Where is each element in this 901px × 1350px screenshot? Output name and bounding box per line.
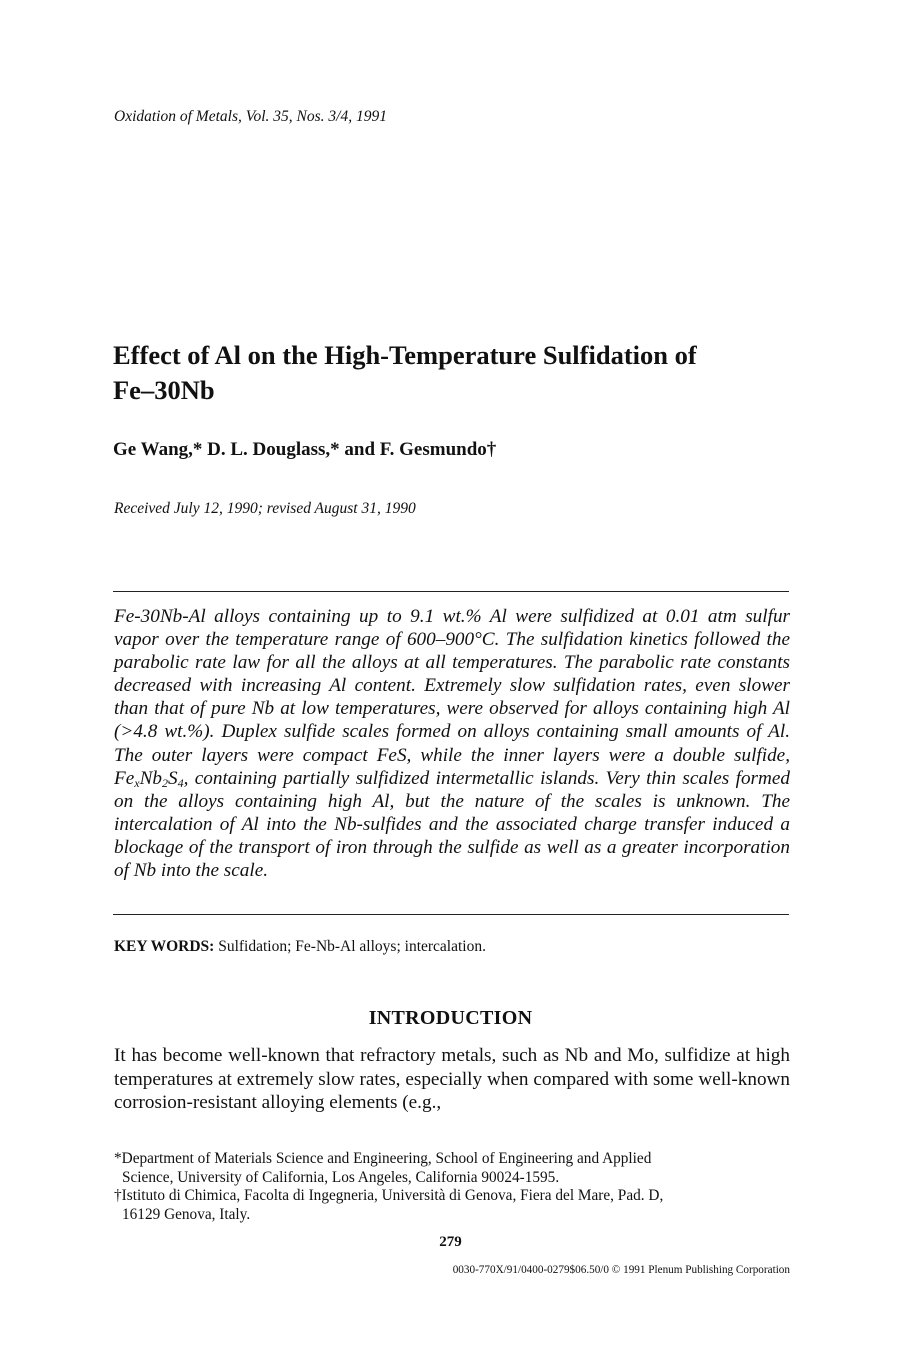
copyright-line: 0030-770X/91/0400-0279$06.50/0 © 1991 Plenum Publishing Corporation [452,1264,790,1276]
abstract-part-1: Fe-30Nb-Al alloys containing up to 9.1 wt.% Al were sulfidized at 0.01 atm sulfur vapor over the temperature range of 600–900°C. The sulfidation kinetics followed the parabolic rate law for all the alloys at all temperatures. The parabolic rate constants decreased with increasing Al content. Extremely slow sulfidation rates, even slower than that of pure Nb at low temperatures, were observed for alloys containing high Al (>4.8 wt.%). Duplex sulfide scales formed on alloys containing small amounts of Al. The outer layers were compact FeS, while the inner layers were a double sulfide, [114,606,790,766]
keywords-label: KEY WORDS: [114,938,215,955]
received-dates: Received July 12, 1990; revised August 31, 1990 [114,500,416,517]
footnote-line: †Istituto di Chimica, Facolta di Ingegneria, Università di Genova, Fiera del Mare, Pad. D, [114,1187,664,1204]
footnote-line: Science, University of California, Los Angeles, California 90024-1595. [122,1168,560,1186]
title-line-2: Fe–30Nb [113,375,215,405]
formula-nb: Nb [139,767,162,789]
authors: Ge Wang,* D. L. Douglass,* and F. Gesmundo† [113,439,497,460]
abstract [114,605,790,882]
introduction-paragraph: It has become well-known that refractory metals, such as Nb and Mo, sulfidize at high temperatures at extremely slow rates, especially when compared with some well-known corrosion-resistant alloying elements (e.g., [114,1045,790,1113]
formula-subscript-x: x [134,775,140,790]
footnote-line: 16129 Genova, Italy. [122,1205,251,1223]
formula-fe: Fe [114,767,135,789]
title-line-1: Effect of Al on the High-Temperature Sulfidation of [113,340,697,370]
journal-citation: Oxidation of Metals, Vol. 35, Nos. 3/4, 1991 [114,108,387,125]
abstract-top-rule [113,591,789,592]
abstract-formula [114,768,184,789]
keywords [114,938,486,956]
article-title [113,338,793,408]
footnote-affiliation-ucla [114,1150,790,1187]
abstract-part-2: , containing partially sulfidized intermetallic islands. Very thin scales formed on the alloys containing high Al, but the nature of the scales is unknown. The intercalation of Al into the Nb-sulfides and the associated charge transfer induced a blockage of the transport of iron through the sulfide as well as a greater incorporation of Nb into the scale. [114,767,790,882]
formula-subscript-2: 2 [161,775,168,790]
formula-s: S [167,767,178,789]
page-number: 279 [439,1234,462,1250]
footnotes [114,1150,790,1224]
footnote-affiliation-genova [114,1187,790,1224]
formula-subscript-4: 4 [177,775,184,790]
section-heading-introduction: INTRODUCTION [368,1007,533,1029]
footnote-line: *Department of Materials Science and Engineering, School of Engineering and Applied [114,1150,652,1167]
keywords-text: Sulfidation; Fe-Nb-Al alloys; intercalation. [214,938,486,955]
abstract-bottom-rule [113,914,789,915]
